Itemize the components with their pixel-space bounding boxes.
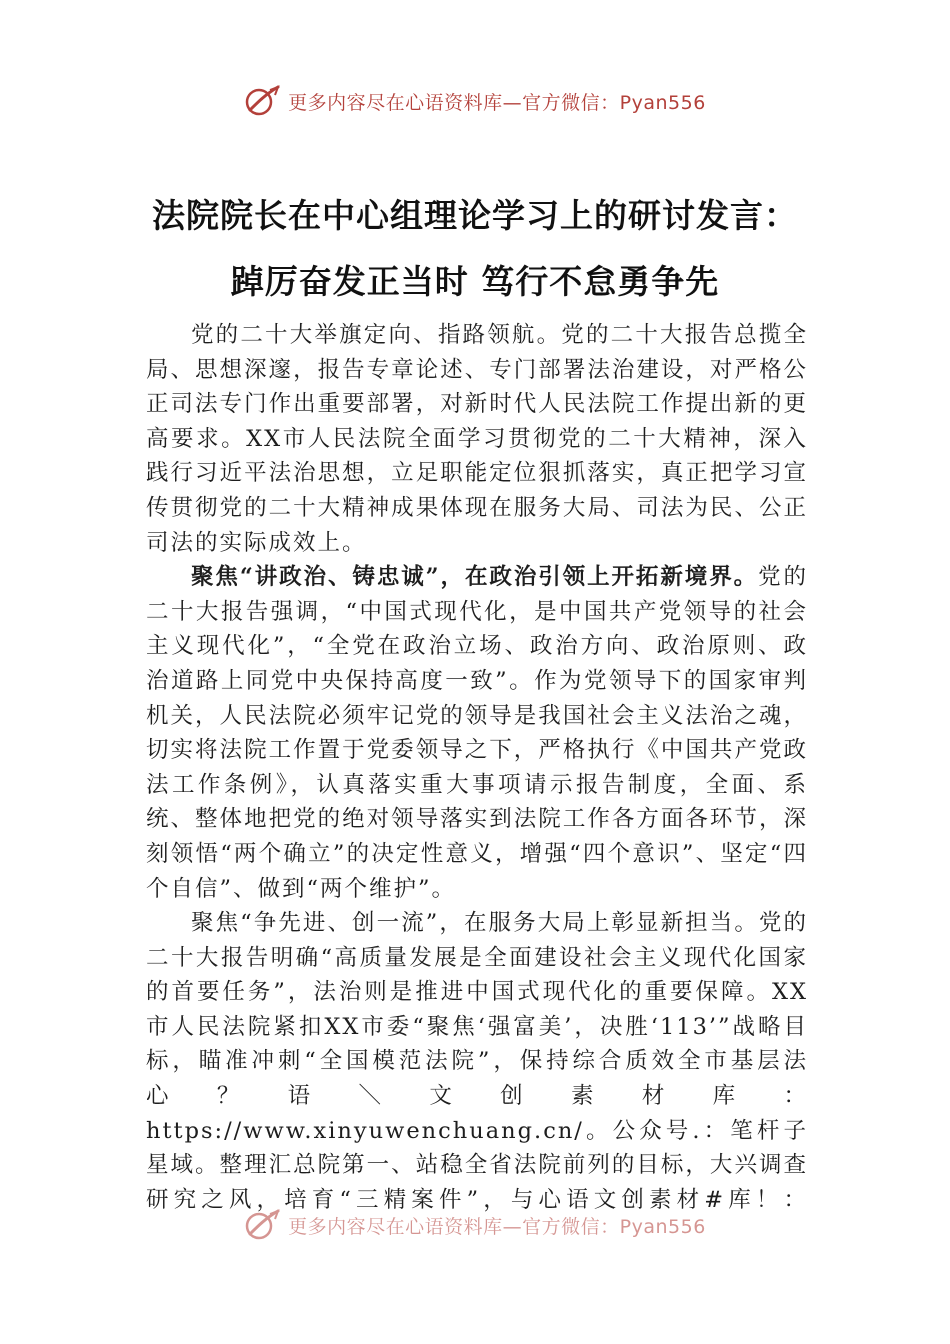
paragraph-1 xyxy=(146,318,808,560)
watermark-logo-icon xyxy=(244,1208,282,1242)
document-title-line-2: 踔厉奋发正当时 笃行不怠勇争先 xyxy=(230,262,720,301)
document-title-line-1: 法院院长在中心组理论学习上的研讨发言： xyxy=(152,196,798,235)
paragraph-2-lead: 聚焦“讲政治、铸忠诚”，在政治引领上开拓新境界。 xyxy=(191,564,759,591)
watermark-footer xyxy=(0,1208,950,1242)
watermark-text: 更多内容尽在心语资料库—官方微信：Pyan556 xyxy=(288,91,706,114)
paragraph-2-text: 党的二十大报告强调，“中国式现代化，是中国共产党领导的社会主义现代化”，“全党在政治立场、政治方向、政治原则、政治道路上同党中央保持高度一致”。作为党领导下的国家审判机关，人民法院必须牢记党的领导是我国社会主义法治之魂，切实将法院工作置于党委领导之下，严格执行《中国共产党政法工作条例》，认真落实重大事项请示报告制度，全面、系统、整体地把党的绝对领导落实到法院工作各方面各环节，深刻领悟“两个确立”的决定性意义，增强“四个意识”、坚定“四个自信”、做到“两个维护”。 xyxy=(146,564,808,902)
document-body xyxy=(146,318,808,1222)
paragraph-2 xyxy=(146,560,808,906)
paragraph-3-text: 聚焦“争先进、创一流”，在服务大局上彰显新担当。党的二十大报告明确“高质量发展是全面建设社会主义现代化国家的首要任务”，法治则是推进中国式现代化的重要保障。XX市人民法院紧扣XX市委“聚焦‘强富美’，决胜‘113’”战略目标，瞄准冲刺“全国模范法院”，保持综合质效全市基层法心？语＼文创素材库：https://www.xinyuwenchuang.cn/。公众号.：笔杆子星域。整理汇总院第一、站稳全省法院前列的目标，大兴调查研究之风，培育“三精案件”，与心语文创素材#库！： xyxy=(146,910,808,1213)
paragraph-1-text: 党的二十大举旗定向、指路领航。党的二十大报告总揽全局、思想深邃，报告专章论述、专门部署法治建设，对严格公正司法专门作出重要部署，对新时代人民法院工作提出新的更高要求。XX市人民法院全面学习贯彻党的二十大精神，深入践行习近平法治思想，立足职能定位狠抓落实，真正把学习宣传贯彻党的二十大精神成果体现在服务大局、司法为民、公正司法的实际成效上。 xyxy=(146,322,808,556)
watermark-text: 更多内容尽在心语资料库—官方微信：Pyan556 xyxy=(288,1215,706,1238)
paragraph-3 xyxy=(146,906,808,1222)
